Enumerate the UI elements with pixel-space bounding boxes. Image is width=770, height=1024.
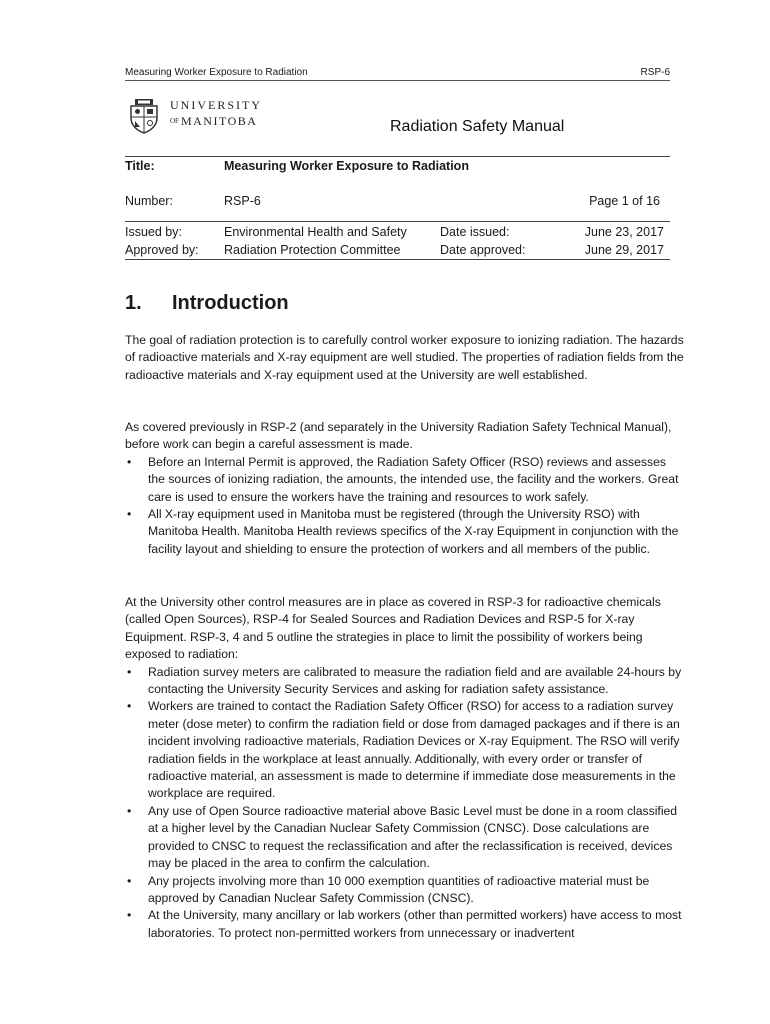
manual-title: Radiation Safety Manual	[390, 118, 565, 135]
section-title: Introduction	[172, 292, 289, 314]
university-wordmark	[170, 98, 262, 129]
university-crest-icon	[128, 98, 160, 134]
section-heading	[125, 292, 289, 315]
paragraph-text: The goal of radiation protection is to carefully control worker exposure to ionizing radiation. The hazards of radioactive materials and X-ray equipment are well studied. The properties of radiation fields from the radioactive materials and X-ray equipment used at the University are well established.	[125, 333, 684, 382]
approved-by-value: Radiation Protection Committee	[224, 243, 401, 257]
issued-by-label: Issued by:	[125, 225, 182, 239]
paragraph-text: At the University other control measures are in place as covered in RSP-3 for radioactive chemicals (called Open Sources), RSP-4 for Sealed Sources and Radiation Devices and RSP-5 for X-ray Equipment. RSP-3, 4 and 5 outline the strategies in place to limit the possibility of workers being exposed to radiation:	[125, 595, 661, 662]
header-rule	[125, 80, 670, 81]
list-item: • All X-ray equipment used in Manitoba must be registered (through the University RSO) with Manitoba Health. Manitoba Health reviews specifics of the X-ray Equipment in conjunction with the facility layout and shielding to ensure the protection of workers and all members of the public.	[125, 506, 685, 558]
paragraph-assessment	[125, 419, 685, 558]
paragraph-controls	[125, 594, 685, 942]
number-label: Number:	[125, 194, 173, 208]
date-issued-value: June 23, 2017	[584, 225, 664, 239]
date-approved-label: Date approved:	[440, 243, 526, 257]
bullet-list	[125, 664, 685, 943]
running-header-code: RSP-6	[640, 67, 670, 78]
logo-of: OF	[170, 117, 179, 125]
title-value: Measuring Worker Exposure to Radiation	[224, 159, 469, 173]
list-item: • At the University, many ancillary or lab workers (other than permitted workers) have access to most laboratories. To protect non-permitted workers from unnecessary or inadvertent	[125, 907, 685, 942]
approved-by-label: Approved by:	[125, 243, 199, 257]
bullet-list	[125, 454, 685, 558]
paragraph-intro	[125, 332, 685, 384]
list-item: • Any use of Open Source radioactive material above Basic Level must be done in a room classified at a higher level by the Canadian Nuclear Safety Commission (CNSC). Dose calculations are provided to CNSC to request the reclassification and after the reclassification is received, devices may be placed in the area to confirm the calculation.	[125, 803, 685, 873]
list-item: • Before an Internal Permit is approved, the Radiation Safety Officer (RSO) reviews and assesses the sources of ionizing radiation, the amounts, the intended use, the facility and the workers. Great care is used to ensure the workers have the training and resources to work safely.	[125, 454, 685, 506]
date-issued-label: Date issued:	[440, 225, 510, 239]
running-header-title: Measuring Worker Exposure to Radiation	[125, 67, 308, 78]
university-logo	[128, 98, 262, 134]
date-approved-value: June 29, 2017	[584, 243, 664, 257]
meta-bottom-rule	[125, 259, 670, 260]
running-header	[125, 67, 670, 78]
logo-manitoba: MANITOBA	[180, 114, 258, 128]
logo-line-university: UNIVERSITY	[170, 98, 262, 112]
title-label: Title:	[125, 159, 155, 173]
list-item: • Radiation survey meters are calibrated to measure the radiation field and are available 24-hours by contacting the University Security Services and asking for radiation safety assistance.	[125, 664, 685, 699]
list-item: • Any projects involving more than 10 000 exemption quantities of radioactive material must be approved by Canadian Nuclear Safety Commission (CNSC).	[125, 873, 685, 908]
list-item: • Workers are trained to contact the Radiation Safety Officer (RSO) for access to a radiation survey meter (dose meter) to confirm the radiation field or dose from damaged packages and if there is an incident involving radioactive materials, Radiation Devices or X-ray Equipment. The RSO will verify radiation fields in the workplace at least annually. Additionally, with every order or transfer of radioactive material, an assessment is made to determine if immediate dose measurements in the workplace are required.	[125, 698, 685, 802]
page-info: Page 1 of 16	[589, 194, 660, 208]
paragraph-text: As covered previously in RSP-2 (and separately in the University Radiation Safety Technical Manual), before work can begin a careful assessment is made.	[125, 420, 672, 452]
meta-middle-rule	[125, 221, 670, 222]
issued-by-value: Environmental Health and Safety	[224, 225, 407, 239]
number-value: RSP-6	[224, 194, 261, 208]
section-number: 1.	[125, 292, 142, 314]
logo-line-manitoba	[170, 114, 262, 129]
